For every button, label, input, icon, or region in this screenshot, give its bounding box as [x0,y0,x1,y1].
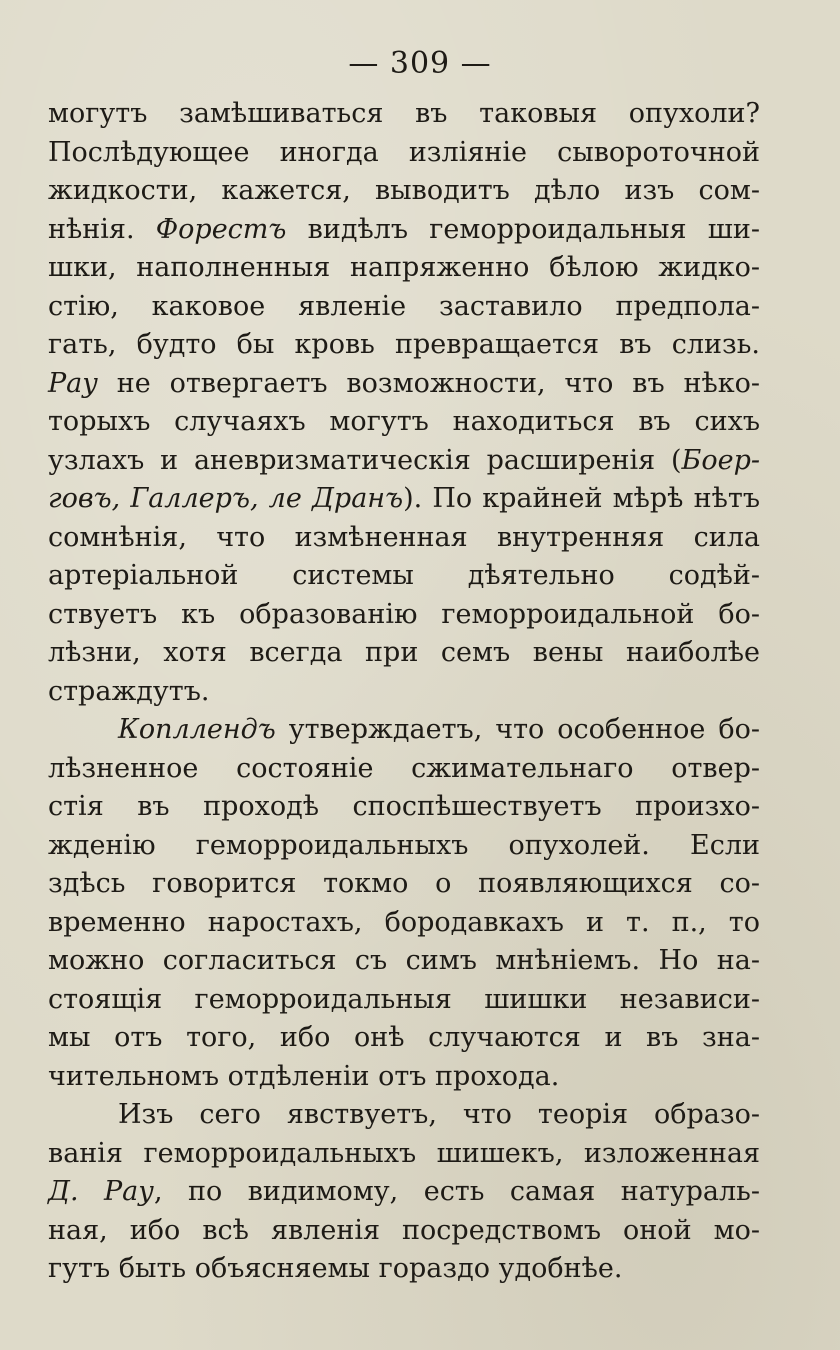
text-line [48,1173,760,1212]
text-segment: ствуетъ къ образованію геморроидальной бо- [48,598,760,630]
text-line [48,480,760,519]
text-segment: узлахъ и аневризматическія расширенія ( [48,444,682,476]
text-line [48,788,760,827]
text-segment: гать, будто бы кровь превращается въ слизь. [48,329,760,360]
text-segment: временно наростахъ, бородавкахъ и т. п., то [48,906,760,938]
text-line [48,442,760,481]
text-segment: торыхъ случаяхъ могутъ находиться въ сихъ [48,406,760,437]
text-segment: нѣнія. [48,213,156,245]
text-segment: ная, ибо всѣ явленія посредствомъ оной мо- [48,1214,760,1246]
text-line [48,211,760,250]
text-line [48,249,760,288]
text-line [48,942,760,981]
text-segment: ). По крайней мѣрѣ нѣтъ [403,483,760,514]
italic-name: Рау [48,367,98,399]
text-line [48,1096,760,1135]
text-line [48,1058,760,1097]
text-segment: Изъ сего явствуетъ, что теорія образо- [118,1099,760,1130]
text-segment: стія въ проходѣ споспѣшествуетъ произхо- [48,791,760,822]
text-segment: Послѣдующее иногда изліяніе сывороточной [48,136,760,168]
text-line [48,288,760,327]
text-segment: мы отъ того, ибо онѣ случаются и въ зна- [48,1022,760,1053]
text-line [48,1212,760,1251]
text-segment: ванія геморроидальныхъ шишекъ, изложенная [48,1137,760,1169]
italic-name: Д. Рау [48,1176,154,1207]
text-line [48,95,760,134]
text-line [48,403,760,442]
text-segment: сомнѣнія, что измѣненная внутренняя сила [48,521,760,553]
text-segment: гутъ быть объясняемы гораздо удобнѣе. [48,1253,623,1284]
text-segment: , по видимому, есть самая натураль- [153,1176,760,1207]
text-segment: стоящія геморроидальныя шишки независи- [48,983,760,1015]
text-line [48,711,760,750]
text-segment: лѣзненное состояніе сжимательнаго отвер- [48,752,760,784]
text-segment: не отвергаетъ возможности, что въ нѣко- [97,367,760,399]
text-segment: чительномъ отдѣленіи отъ прохода. [48,1060,560,1092]
text-segment: утверждаетъ, что особенное бо- [275,714,760,745]
text-segment: жидкости, кажется, выводитъ дѣло изъ сом- [48,175,760,206]
text-line [48,1135,760,1174]
italic-name: говъ, Галлеръ, ле Дранъ [48,483,404,514]
text-line [48,634,760,673]
text-line [48,519,760,558]
text-segment: лѣзни, хотя всегда при семъ вены наиболѣе [48,637,760,668]
page-number: — 309 — [348,46,492,81]
text-line [48,750,760,789]
text-line [48,827,760,866]
text-segment: шки, наполненныя напряженно бѣлою жидко- [48,252,760,283]
text-line [48,172,760,211]
text-segment: артеріальной системы дѣятельно содѣй- [48,560,760,591]
italic-name: Копллендъ [118,714,276,745]
text-line [48,1250,760,1289]
text-segment: здѣсь говорится токмо о появляющихся со- [48,868,760,899]
text-line [48,134,760,173]
text-line [48,326,760,365]
text-line [48,673,760,712]
text-line [48,557,760,596]
text-line [48,981,760,1020]
italic-name: Боер- [681,444,760,476]
text-segment: можно согласиться съ симъ мнѣніемъ. Но на- [48,945,760,976]
text-line [48,865,760,904]
text-segment: страждутъ. [48,675,210,707]
text-line [48,904,760,943]
italic-name: Форестъ [155,213,287,245]
text-segment: видѣлъ геморроидальныя ши- [286,213,760,245]
text-line [48,1019,760,1058]
text-line [48,365,760,404]
body-text [48,95,760,1289]
text-segment: могутъ замѣшиваться въ таковыя опухоли? [48,98,760,129]
text-segment: жденію геморроидальныхъ опухолей. Если [48,829,760,861]
text-segment: стію, каковое явленіе заставило предпола- [48,290,760,322]
text-line [48,596,760,635]
